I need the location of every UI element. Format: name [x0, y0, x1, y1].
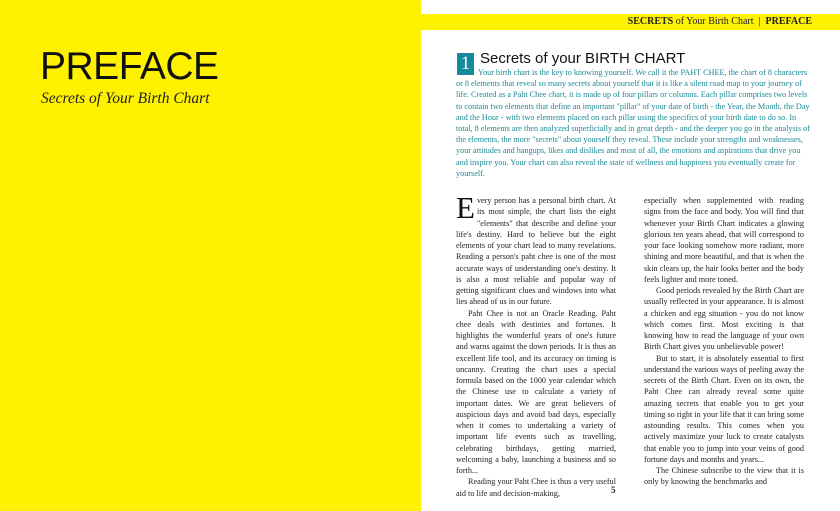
section-title: Secrets of your BIRTH CHART	[480, 50, 686, 67]
intro-paragraph: Your birth chart is the key to knowing yourself. We call it the PAHT CHEE, the chart of 8 characters or 8 elements that reveal so many secrets about yourself that it is like a silent road map to your journey of life. Created as a Paht Chee chart, it is made up of four pillars or columns. Each pillar comprises two levels to contain two elements that define an important "pillar" of your date of birth - the Year, the Month, the Day and the Hour - with two elements placed on each pillar using the specifics of your birth date to do so. In total, 8 elements are then analyzed superficially and in great depth - and the deeper you go in the analysis of the elements, the more "secrets" about yourself they reveal. These include your strengths and weaknesses, your attitudes and hangups, likes and dislikes and most of all, the emotions and aspirations that drive you and inspire you. Your chart can also reveal the state of wellness and happiness you eventually create for yourself.	[456, 68, 810, 178]
section-number-badge: 1	[457, 53, 474, 75]
body-column-1	[456, 190, 616, 499]
running-header-text	[628, 15, 812, 29]
drop-cap: E	[456, 190, 475, 225]
right-page	[421, 0, 840, 511]
paragraph: Reading your Paht Chee is thus a very useful aid to life and decision-making,	[456, 477, 616, 498]
paragraph: Good periods revealed by the Birth Chart are usually reflected in your appearance. It is almost a chicken and egg situation - you do not know which comes first. Most exciting is that knowing how to read the language of your own Birth Chart gives you unbelievable power!	[644, 286, 804, 352]
paragraph: But to start, it is absolutely essential to first understand the various ways of peeling away the secrets of the Birth Chart. Even on its own, the Paht Chee can already reveal some quite amazing secrets that enable you to get your timing so right in your life that it can bring some astounding results. This comes when you actively maximize your luck to create catalysts that enable you to jump into your veins of good fortune days and months and years...	[644, 353, 804, 464]
paragraph-text: very person has a personal birth chart. At its most simple, the chart lists the eight "elements" that describe and define your life's destiny. Hard to believe but the eight elements of your chart lead to many revelations. Reading a person's paht chee is one of the most accurate ways of understanding one's destiny. It is also a most reliable and popular way of getting significant clues and windows into what lies ahead of us in our future.	[456, 196, 616, 307]
preface-title: PREFACE	[40, 45, 219, 88]
paragraph: especially when supplemented with reading signs from the face and body. You will find that whenever your Birth Chart indicates a glowing glorious ten years ahead, that will correspond to your face looking somehow more radiant, more shining and more beautiful, and that is when the skin clears up, the hair looks better and the body feels lighter and more toned.	[644, 196, 804, 284]
paragraph: The Chinese subscribe to the view that it is only by knowing the benchmarks and	[644, 466, 804, 487]
header-strong: SECRETS	[627, 16, 674, 27]
paragraph	[456, 190, 616, 308]
paragraph: Paht Chee is not an Oracle Reading. Paht chee deals with destinies and fortunes. It highlights the wonderful years of one's future and warns against the down periods. It is thus an excellent life tool, and its accuracy on timing is uncanny. Creating the chart uses a special formula based on the 1000 year calendar which the Chinese use to calculate a variety of important dates. We are great believers of auspicious days and avoid bad days, especially when it comes to undertaking a variety of important life events such as travelling, celebrating birthdays, getting married, welcoming a baby, launching a business and so forth...	[456, 308, 616, 475]
header-rest: of Your Birth Chart |	[673, 16, 766, 27]
body-column-2	[644, 195, 804, 488]
running-header	[421, 14, 840, 30]
header-section: PREFACE	[765, 16, 812, 27]
preface-subtitle: Secrets of Your Birth Chart	[41, 90, 210, 107]
page-number: 5	[611, 485, 616, 495]
